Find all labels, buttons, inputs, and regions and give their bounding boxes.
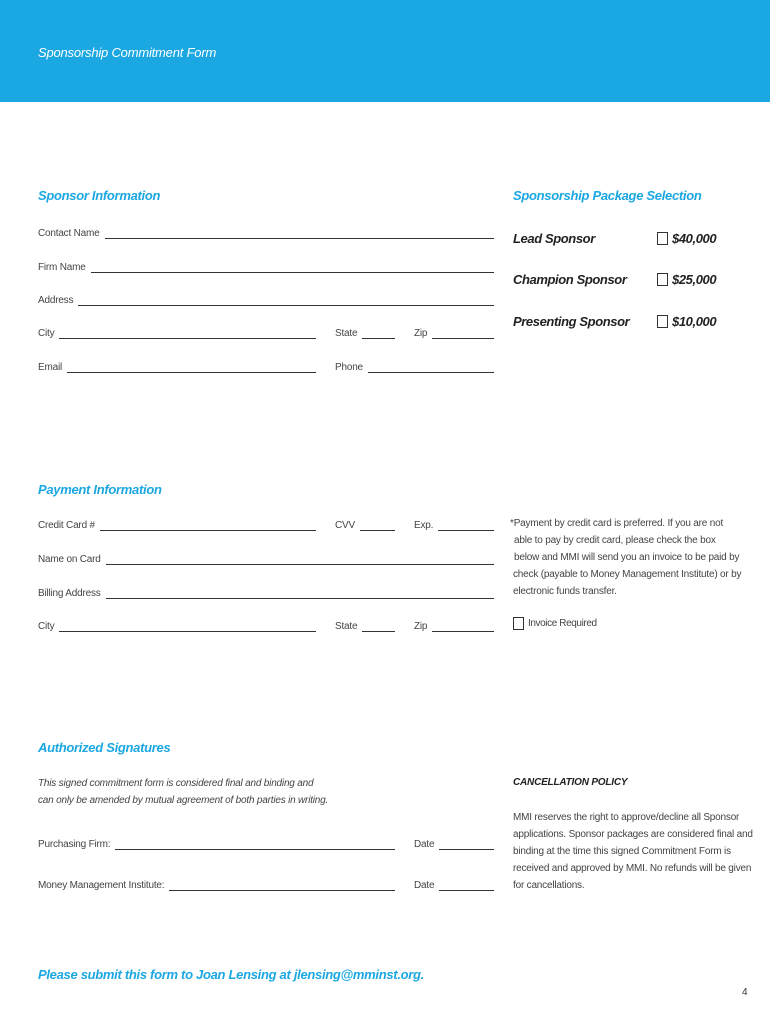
payment-note-line: electronic funds transfer.: [513, 586, 617, 597]
cancellation-line: MMI reserves the right to approve/decline all Sponsor: [513, 812, 740, 823]
contact-name-label: Contact Name: [38, 228, 100, 239]
payment-note-line: able to pay by credit card, please check the box: [514, 535, 716, 546]
contact-name-line[interactable]: [105, 228, 494, 239]
address-line[interactable]: [78, 295, 494, 306]
state-label: State: [335, 328, 358, 339]
package-name-lead: Lead Sponsor: [513, 231, 595, 246]
phone-line[interactable]: [368, 362, 494, 373]
address-field[interactable]: [38, 292, 494, 306]
credit-card-field[interactable]: [38, 517, 316, 531]
mmi-signature-label: Money Management Institute:: [38, 880, 165, 891]
header-bar: [0, 0, 770, 102]
zip-field[interactable]: [414, 325, 494, 339]
payment-zip-field[interactable]: [414, 618, 494, 632]
payment-note-line: check (payable to Money Management Institute) or by: [513, 569, 742, 580]
city-label: City: [38, 328, 55, 339]
mmi-signature-field[interactable]: [38, 877, 395, 891]
checkbox-champion[interactable]: [657, 273, 668, 286]
package-option-lead[interactable]: [657, 231, 716, 246]
date-field-2[interactable]: [414, 877, 494, 891]
sponsor-info-title: Sponsor Information: [38, 188, 161, 203]
payment-state-field[interactable]: [335, 618, 395, 632]
package-name-presenting: Presenting Sponsor: [513, 314, 630, 329]
invoice-required-option[interactable]: [513, 617, 597, 630]
purchasing-firm-line[interactable]: [115, 839, 395, 850]
signatures-note-line: can only be amended by mutual agreement of both parties in writing.: [38, 795, 329, 806]
invoice-required-label: Invoice Required: [528, 618, 597, 629]
cancellation-line: applications. Sponsor packages are considered final and: [513, 829, 753, 840]
invoice-required-checkbox[interactable]: [513, 617, 524, 630]
cancellation-line: binding at the time this signed Commitment Form is: [513, 846, 731, 857]
page-title: Sponsorship Commitment Form: [38, 45, 217, 60]
date-line-2[interactable]: [439, 880, 494, 891]
date-line-1[interactable]: [439, 839, 494, 850]
date-label-2: Date: [414, 880, 435, 891]
page-number: 4: [742, 987, 748, 998]
email-line[interactable]: [67, 362, 316, 373]
payment-state-line[interactable]: [362, 621, 395, 632]
cvv-label: CVV: [335, 520, 355, 531]
exp-field[interactable]: [414, 517, 494, 531]
name-on-card-field[interactable]: [38, 551, 494, 565]
email-field[interactable]: [38, 359, 316, 373]
phone-label: Phone: [335, 362, 363, 373]
submit-instructions: Please submit this form to Joan Lensing at jlensing@mminst.org.: [38, 967, 425, 982]
exp-label: Exp.: [414, 520, 434, 531]
payment-note-line: below and MMI will send you an invoice to be paid by: [514, 552, 740, 563]
cancellation-line: received and approved by MMI. No refunds will be given: [513, 863, 752, 874]
payment-zip-line[interactable]: [432, 621, 494, 632]
package-name-champion: Champion Sponsor: [513, 272, 627, 287]
billing-address-line[interactable]: [106, 588, 494, 599]
credit-card-label: Credit Card #: [38, 520, 95, 531]
mmi-signature-line[interactable]: [169, 880, 395, 891]
payment-city-line[interactable]: [59, 621, 316, 632]
package-title: Sponsorship Package Selection: [513, 188, 702, 203]
payment-note: [510, 515, 741, 600]
payment-city-label: City: [38, 621, 55, 632]
name-on-card-label: Name on Card: [38, 554, 101, 565]
checkbox-lead[interactable]: [657, 232, 668, 245]
firm-name-label: Firm Name: [38, 262, 86, 273]
contact-name-field[interactable]: [38, 225, 494, 239]
phone-field[interactable]: [335, 359, 494, 373]
payment-zip-label: Zip: [414, 621, 428, 632]
purchasing-firm-label: Purchasing Firm:: [38, 839, 111, 850]
city-line[interactable]: [59, 328, 316, 339]
email-label: Email: [38, 362, 63, 373]
package-price-lead: $40,000: [672, 231, 717, 246]
date-field-1[interactable]: [414, 836, 494, 850]
address-label: Address: [38, 295, 74, 306]
billing-address-label: Billing Address: [38, 588, 101, 599]
cancellation-text: [513, 809, 753, 894]
payment-info-title: Payment Information: [38, 482, 162, 497]
date-label-1: Date: [414, 839, 435, 850]
checkbox-presenting[interactable]: [657, 315, 668, 328]
state-field[interactable]: [335, 325, 395, 339]
payment-state-label: State: [335, 621, 358, 632]
package-price-champion: $25,000: [672, 272, 717, 287]
exp-line[interactable]: [438, 520, 494, 531]
zip-label: Zip: [414, 328, 428, 339]
state-line[interactable]: [362, 328, 395, 339]
billing-address-field[interactable]: [38, 585, 494, 599]
cancellation-title: CANCELLATION POLICY: [513, 777, 628, 788]
cvv-line[interactable]: [360, 520, 395, 531]
cvv-field[interactable]: [335, 517, 395, 531]
signatures-title: Authorized Signatures: [38, 740, 171, 755]
city-field[interactable]: [38, 325, 316, 339]
package-option-champion[interactable]: [657, 272, 716, 287]
payment-note-line: *Payment by credit card is preferred. If you are not: [510, 518, 724, 529]
payment-city-field[interactable]: [38, 618, 316, 632]
firm-name-field[interactable]: [38, 259, 494, 273]
credit-card-line[interactable]: [100, 520, 316, 531]
name-on-card-line[interactable]: [106, 554, 494, 565]
package-price-presenting: $10,000: [672, 314, 717, 329]
signatures-note: [38, 775, 328, 809]
firm-name-line[interactable]: [91, 262, 494, 273]
signatures-note-line: This signed commitment form is considered final and binding and: [38, 778, 314, 789]
purchasing-firm-field[interactable]: [38, 836, 395, 850]
cancellation-line: for cancellations.: [513, 880, 585, 891]
zip-line[interactable]: [432, 328, 494, 339]
package-option-presenting[interactable]: [657, 314, 716, 329]
